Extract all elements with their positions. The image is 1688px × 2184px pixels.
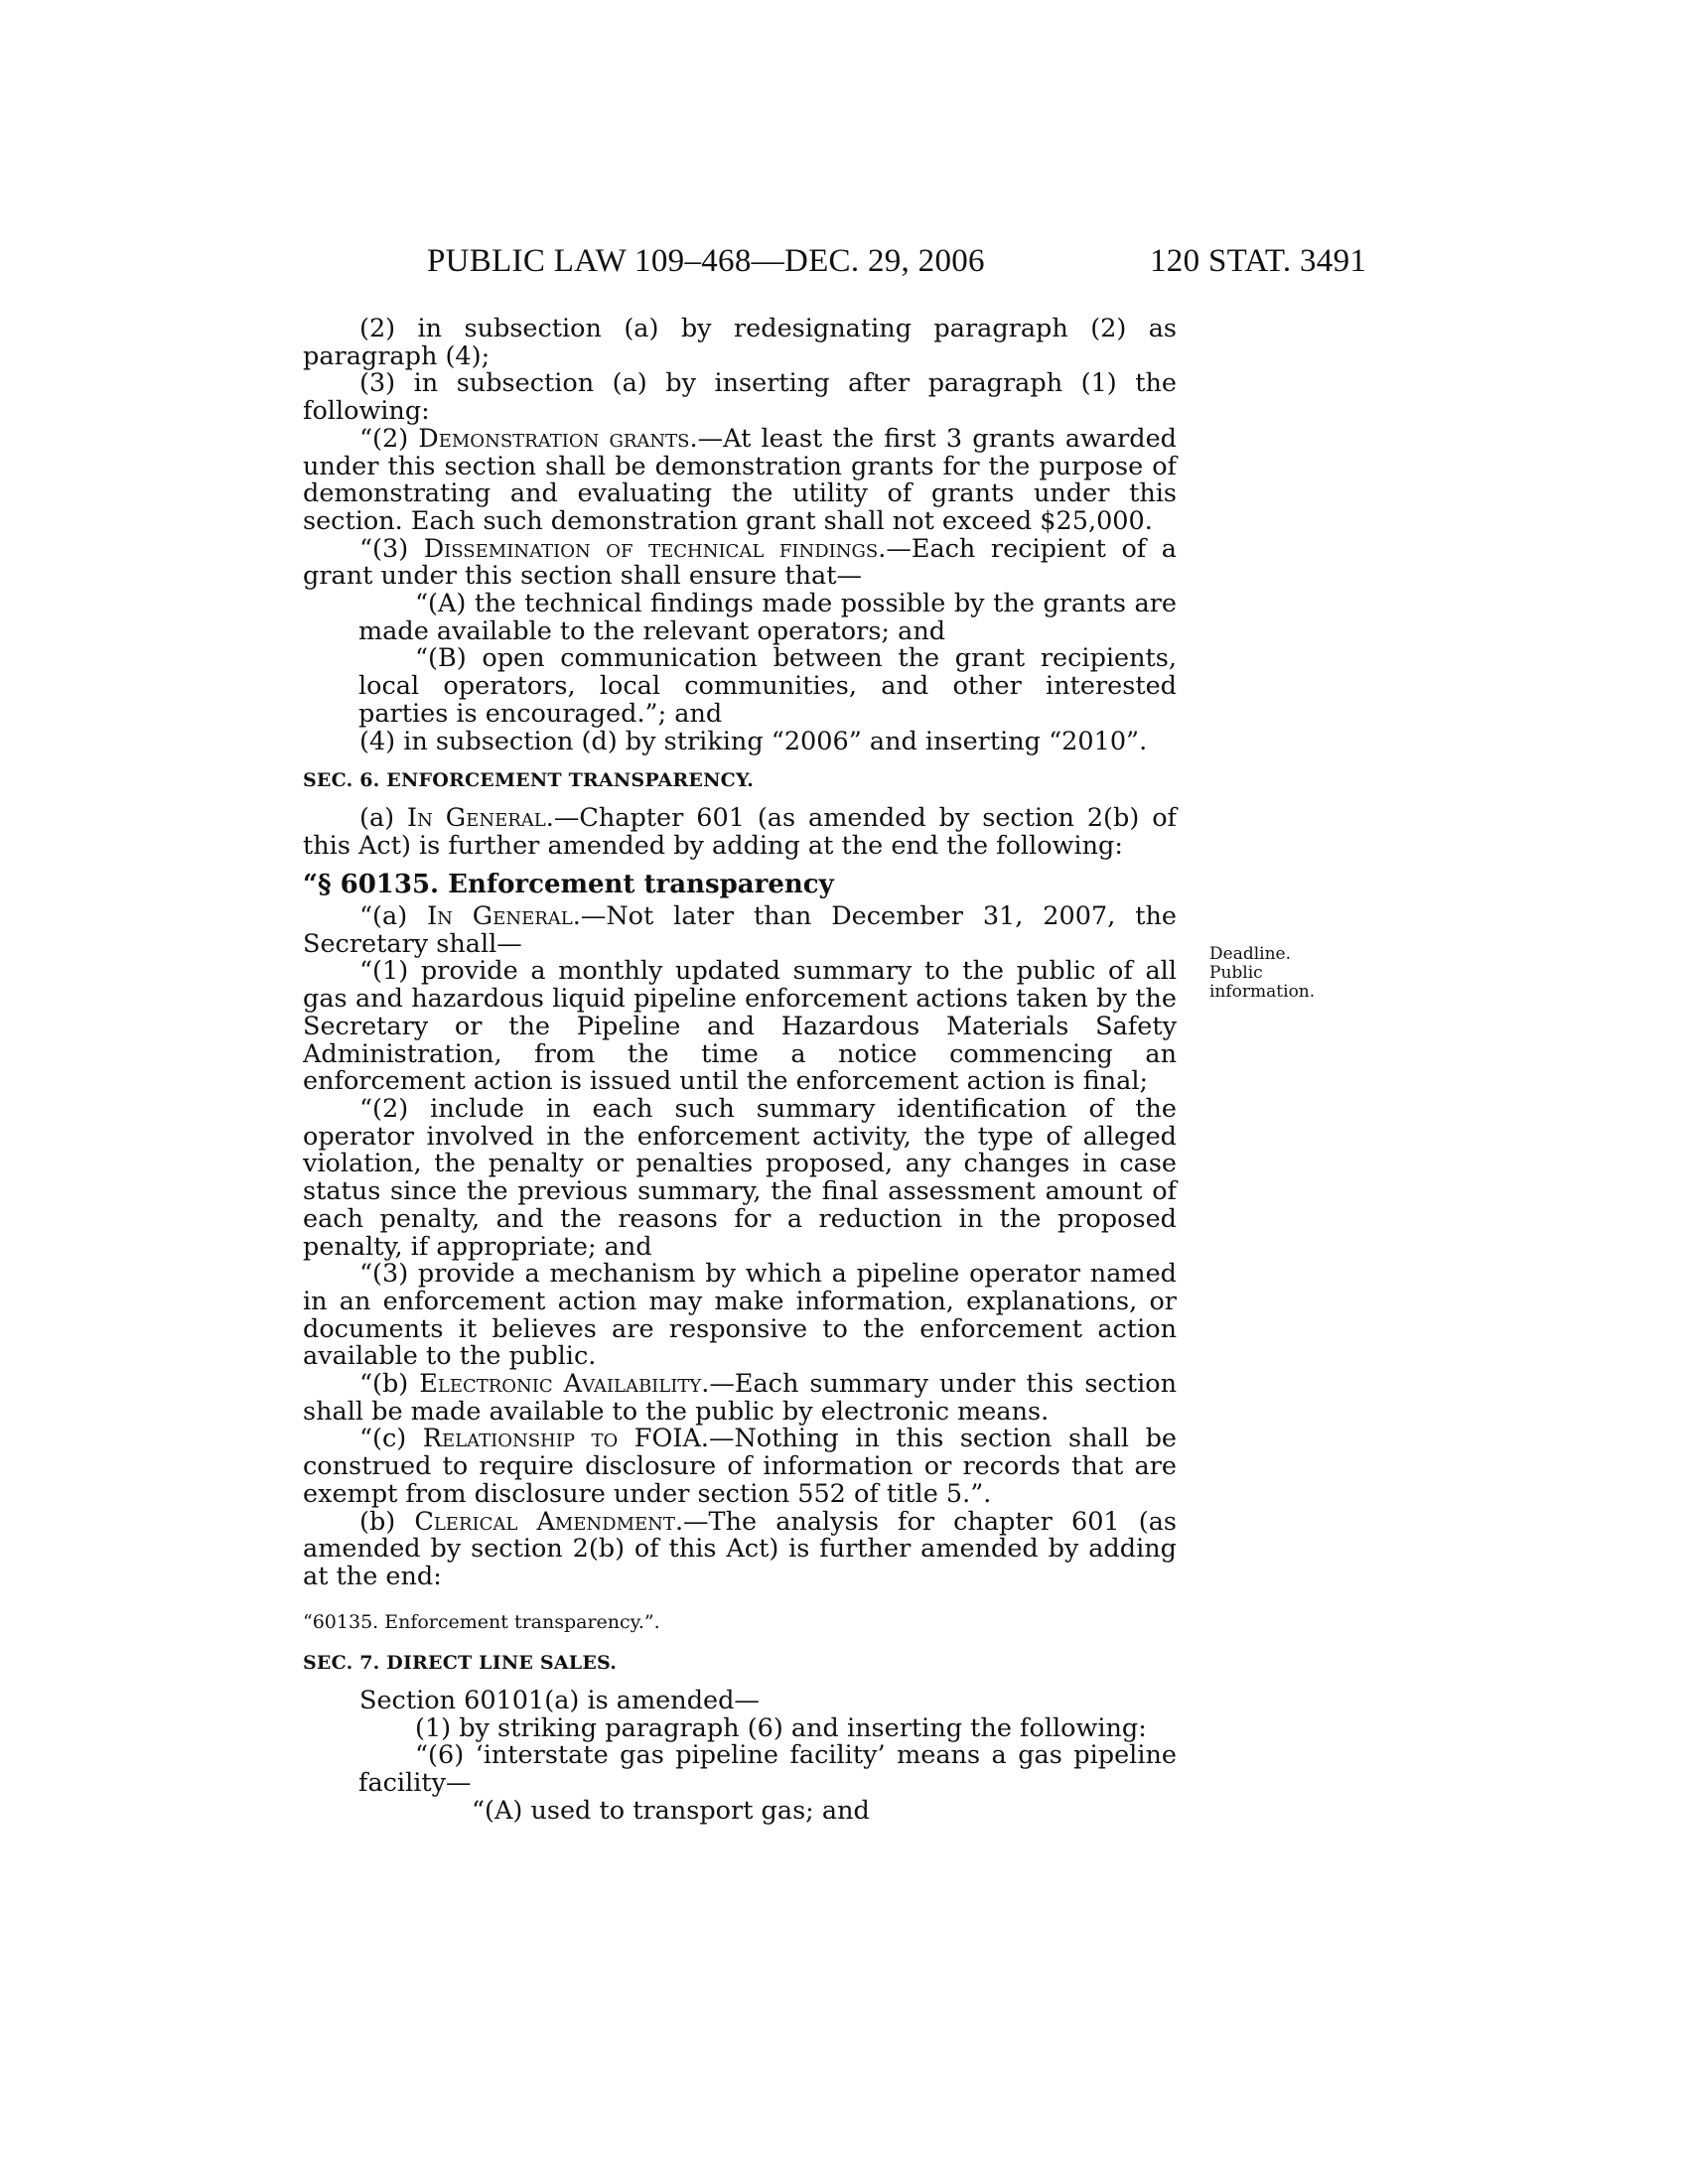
paragraph: (3) in subsection (a) by inserting after paragraph (1) the following: — [303, 368, 1177, 427]
paragraph: (2) in subsection (a) by redesignating paragraph (2) as paragraph (4); — [303, 314, 1177, 371]
paragraph — [303, 533, 1178, 592]
margin-note-line: information. — [1209, 982, 1316, 1002]
paragraph: “(2) include in each such summary identification of the operator involved in the enforcement activity, the type of alleged violation, the penalty or penalties proposed, any changes in case status since the previous summary, the final assessment amount of each penalty, and the reasons for a reduction in the proposed penalty, if appropriate; and — [303, 1093, 1177, 1262]
paragraph-lead: (b) — [359, 1506, 415, 1537]
code-section-heading: “§ 60135. Enforcement transparency — [303, 870, 834, 900]
paragraph-text: .—At least the first 3 grants awarded under this section shall be demonstration grants for the purpose of demonstrating and evaluating the utility of grants under this section. Each such demonstration grant shall not exceed $25,000. — [303, 423, 1178, 536]
paragraph: “(A) the technical findings made possible by the grants are made available to the relevant operators; and — [358, 589, 1177, 646]
paragraph-heading: Relationship to FOIA — [422, 1424, 701, 1454]
paragraph: “(3) provide a mechanism by which a pipeline operator named in an enforcement action may make information, explanations, or documents it believes are responsive to the enforcement action available to the public. — [303, 1259, 1177, 1372]
paragraph: (4) in subsection (d) by striking “2006” and inserting “2010”. — [359, 726, 1148, 756]
analysis-entry: “60135. Enforcement transparency.”. — [303, 1610, 660, 1633]
paragraph-text: .—Each recipient of a grant under this section shall ensure that— — [303, 533, 1178, 592]
paragraph-text: .—Not later than December 31, 2007, the Secretary shall— — [303, 901, 1177, 959]
paragraph — [303, 1426, 1177, 1508]
paragraph-text: .—Each summary under this section shall be made available to the public by electronic means. — [303, 1369, 1178, 1427]
paragraph-lead: (a) — [359, 802, 408, 833]
paragraph — [303, 1506, 1178, 1591]
margin-note-line: Deadline. — [1209, 944, 1291, 964]
paragraph: (1) by striking paragraph (6) and inserting the following: — [415, 1712, 1147, 1743]
paragraph-heading: Clerical Amendment — [414, 1506, 675, 1537]
margin-note — [1209, 945, 1338, 1002]
paragraph: “(A) used to transport gas; and — [472, 1795, 870, 1826]
paragraph: “(6) ‘interstate gas pipeline facility’ means a gas pipeline facility— — [358, 1740, 1177, 1799]
header-title: PUBLIC LAW 109–468—DEC. 29, 2006 — [427, 243, 985, 279]
section-heading: SEC. 7. DIRECT LINE SALES. — [303, 1652, 618, 1675]
running-header — [0, 243, 1688, 283]
paragraph-text: .—The analysis for chapter 601 (as amended by section 2(b) of this Act) is further amended by adding at the end: — [303, 1506, 1178, 1591]
paragraph-lead: “(3) — [359, 533, 424, 564]
paragraph-heading: In General — [407, 802, 546, 833]
paragraph — [303, 903, 1177, 958]
margin-note-line: Public — [1209, 963, 1263, 983]
paragraph-lead: “(b) — [359, 1369, 420, 1400]
paragraph-heading: Demonstration grants — [418, 423, 690, 454]
paragraph — [303, 423, 1178, 536]
paragraph-heading: Electronic Availability — [419, 1369, 702, 1400]
paragraph — [303, 802, 1177, 861]
paragraph — [303, 1371, 1177, 1426]
paragraph: “(B) open communication between the grant recipients, local operators, local communities, and other interested parties is encouraged.”; and — [358, 643, 1177, 729]
paragraph: Section 60101(a) is amended— — [359, 1686, 760, 1716]
paragraph-heading: Dissemination of technical findings — [423, 533, 879, 564]
paragraph-text: .—Nothing in this section shall be construed to require disclosure of information or records that are exempt from disclosure under section 552 of title 5.”. — [303, 1424, 1178, 1509]
paragraph-text: .—Chapter 601 (as amended by section 2(b) of this Act) is further amended by adding at the end the following: — [303, 802, 1177, 861]
paragraph: “(1) provide a monthly updated summary to the public of all gas and hazardous liquid pipeline enforcement actions taken by the Secretary or the Pipeline and Hazardous Materials Safety Administration, from the time a notice commencing an enforcement action is issued until the enforcement action is final; — [303, 956, 1177, 1097]
paragraph-heading: In General — [427, 901, 573, 932]
paragraph-lead: “(c) — [359, 1424, 423, 1454]
paragraph-lead: “(2) — [359, 423, 419, 454]
paragraph-lead: “(a) — [359, 901, 428, 932]
section-heading: SEC. 6. ENFORCEMENT TRANSPARENCY. — [303, 769, 755, 792]
document-body — [303, 316, 1177, 1826]
header-page-number: 120 STAT. 3491 — [1150, 243, 1367, 279]
